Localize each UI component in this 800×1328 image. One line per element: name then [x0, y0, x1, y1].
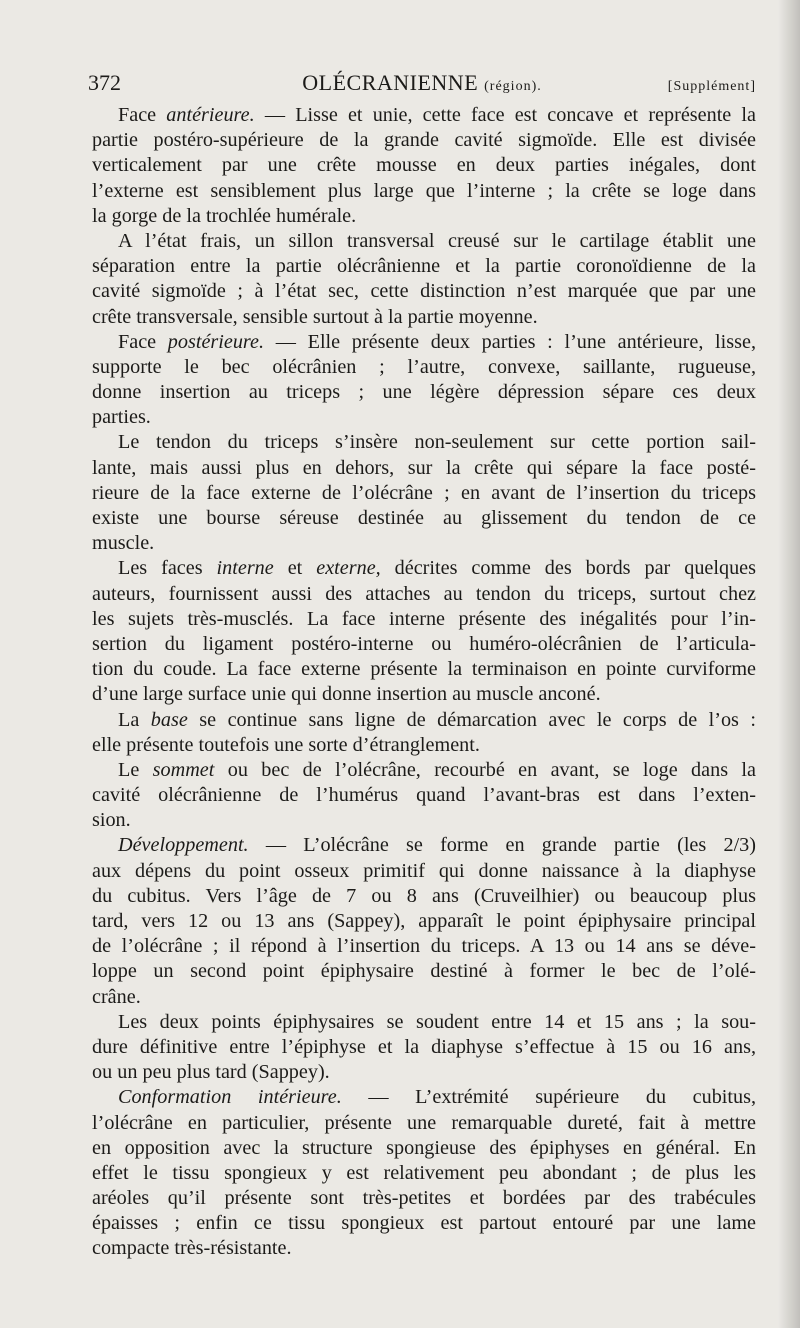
page-edge-shadow	[778, 0, 800, 1328]
text-line: A l’état frais, un sillon transversal creusé sur le cartilage établit une	[118, 229, 756, 252]
text-line: du cubitus. Vers l’âge de 7 ou 8 ans (Cruveilhier) ou beaucoup plus	[92, 884, 756, 907]
text-line: l’externe est sensiblement plus large que l’interne ; la crête se loge dans	[92, 179, 756, 202]
text-line: elle présente toutefois une sorte d’étranglement.	[92, 733, 480, 756]
header-section-label: [Supplément]	[667, 79, 756, 94]
text-line: les sujets très-musclés. La face interne présente des inégalités pour l’in-	[92, 607, 756, 630]
text-line: La base se continue sans ligne de démarcation avec le corps de l’os :	[118, 708, 757, 731]
text-line: crâne.	[92, 985, 141, 1008]
text-line: Face antérieure. — Lisse et unie, cette face est concave et représente la	[118, 104, 757, 126]
text-line: supporte le bec olécrânien ; l’autre, convexe, saillante, rugueuse,	[92, 355, 756, 378]
text-line: loppe un second point épiphysaire destiné à former le bec de l’olé-	[92, 960, 756, 983]
text-line: crête transversale, sensible surtout à la partie moyenne.	[92, 305, 538, 328]
page-number: 372	[88, 70, 121, 95]
text-line: verticalement par une crête mousse en deux parties inégales, dont	[92, 154, 756, 177]
text-line: Développement. — L’olécrâne se forme en grande partie (les 2/3)	[118, 834, 756, 857]
text-line: ou un peu plus tard (Sappey).	[92, 1061, 330, 1084]
text-line: parties.	[92, 406, 151, 429]
text-line: dure définitive entre l’épiphyse et la diaphyse s’effectue à 15 ou 16 ans,	[92, 1035, 756, 1058]
text-line: sertion du ligament postéro-interne ou huméro-olécrânien de l’articula-	[92, 632, 756, 655]
text-line: compacte très-résistante.	[92, 1237, 292, 1260]
text-line: partie postéro-supérieure de la grande cavité sigmoïde. Elle est divisée	[92, 129, 756, 152]
header-section	[668, 70, 756, 96]
text-line: Face postérieure. — Elle présente deux parties : l’une antérieure, lisse,	[118, 330, 756, 353]
text-line: la gorge de la trochlée humérale.	[92, 204, 357, 227]
text-line: effet le tissu spongieux y est relativement peu abondant ; de plus les	[92, 1161, 756, 1184]
text-line: Le tendon du triceps s’insère non-seulement sur cette portion sail-	[118, 431, 756, 454]
header-title-main: OLÉCRANIENNE	[302, 70, 479, 95]
text-line: épaisses ; enfin ce tissu spongieux est partout entouré par une lame	[92, 1212, 756, 1235]
text-line: aux dépens du point osseux primitif qui donne naissance à la diaphyse	[92, 859, 756, 882]
text-line: cavité sigmoïde ; à l’état sec, cette distinction n’est marquée que par une	[92, 280, 756, 303]
header-title-sub: (région).	[484, 79, 542, 94]
text-line: donne insertion au triceps ; une légère dépression sépare ces deux	[92, 381, 756, 404]
text-line: Le sommet ou bec de l’olécrâne, recourbé en avant, se loge dans la	[118, 758, 756, 781]
text-line: tard, vers 12 ou 13 ans (Sappey), apparaît le point épiphysaire principal	[92, 910, 756, 932]
text-line: séparation entre la partie olécrânienne et la partie coronoïdienne de la	[92, 255, 756, 278]
text-line: Les deux points épiphysaires se soudent entre 14 et 15 ans ; la sou-	[118, 1010, 756, 1033]
body-text	[92, 103, 756, 1262]
text-line: l’olécrâne en particulier, présente une remarquable dureté, fait à mettre	[92, 1111, 756, 1134]
text-line: rieure de la face externe de l’olécrâne ; en avant de l’insertion du triceps	[92, 481, 756, 504]
text-line: auteurs, fournissent aussi des attaches au tendon du triceps, surtout chez	[92, 582, 756, 605]
text-line: tion du coude. La face externe présente la terminaison en pointe curviforme	[92, 658, 756, 681]
running-header	[88, 70, 756, 104]
text-line: sion.	[92, 809, 131, 832]
text-line: de l’olécrâne ; il répond à l’insertion du triceps. A 13 ou 14 ans se déve-	[92, 935, 756, 958]
text-line: existe une bourse séreuse destinée au glissement du tendon de ce	[92, 507, 756, 529]
text-line: en opposition avec la structure spongieuse des épiphyses en général. En	[92, 1136, 756, 1159]
text-line: Conformation intérieure. — L’extrémité supérieure du cubitus,	[118, 1086, 756, 1109]
text-line: lante, mais aussi plus en dehors, sur la crête qui sépare la face posté-	[92, 456, 756, 479]
header-title	[88, 70, 756, 96]
text-line: cavité olécrânienne de l’humérus quand l’avant-bras est dans l’exten-	[92, 784, 756, 807]
text-line: muscle.	[92, 532, 155, 555]
text-line: d’une large surface unie qui donne insertion au muscle anconé.	[92, 683, 601, 706]
text-line: aréoles qu’il présente sont très-petites et bordées par des trabécules	[92, 1187, 756, 1210]
text-line: Les faces interne et externe, décrites comme des bords par quelques	[118, 557, 757, 580]
